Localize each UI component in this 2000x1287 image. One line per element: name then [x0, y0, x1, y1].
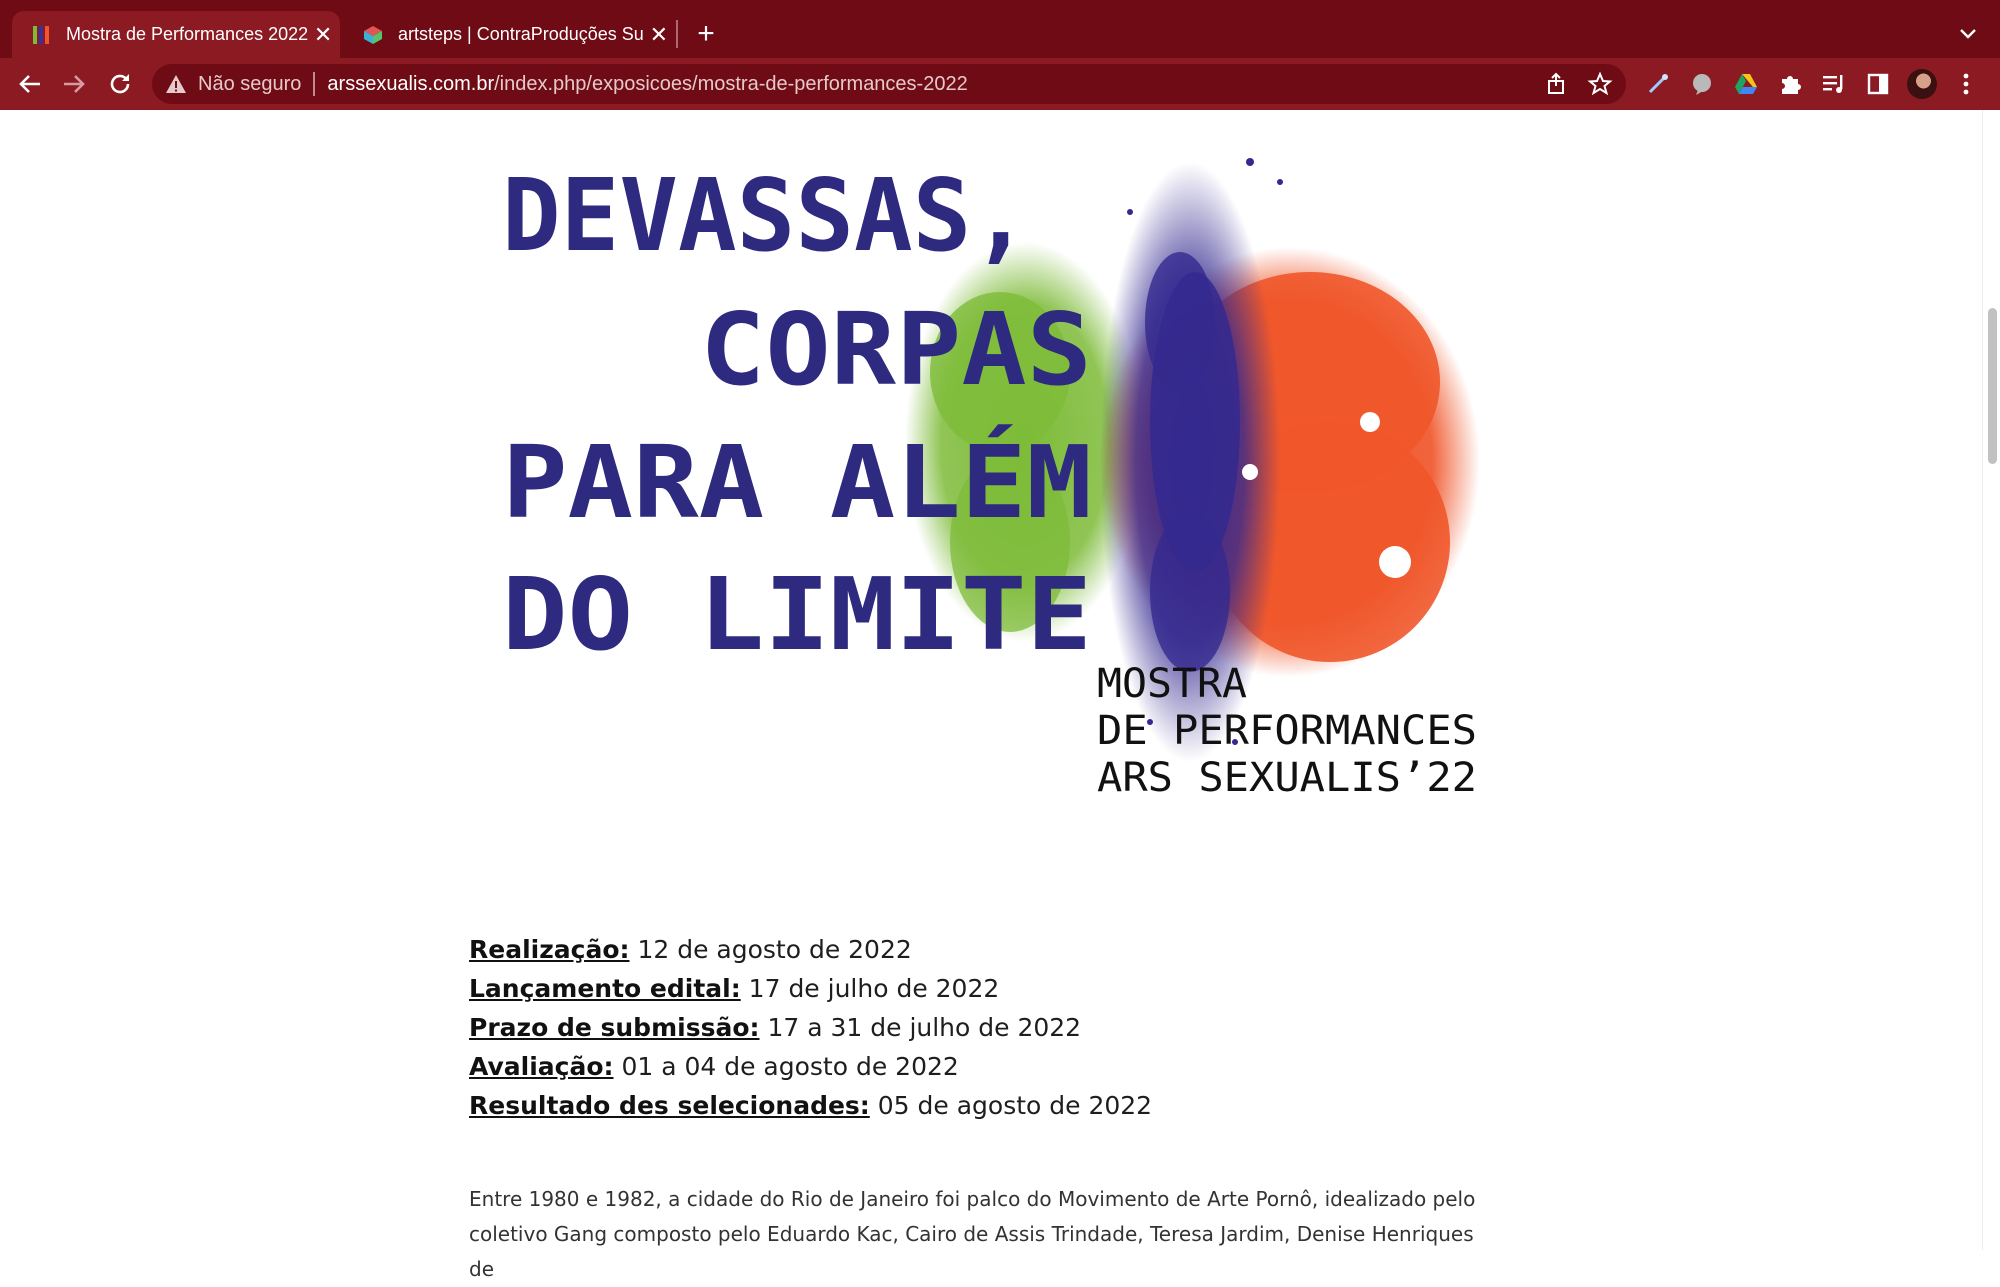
schedule-value: 01 a 04 de agosto de 2022 [613, 1052, 959, 1081]
poster-subtitle [1097, 661, 1477, 801]
share-icon[interactable] [1538, 66, 1574, 102]
page-scrollbar[interactable] [1982, 110, 2000, 1250]
url-host: arssexualis.com.br [327, 72, 495, 95]
schedule-row-resultado [469, 1086, 1469, 1125]
tab-title: artsteps | ContraProduções Su [398, 24, 644, 44]
new-tab-button[interactable]: + [697, 17, 715, 50]
poster-title-line: PARA ALÉM [502, 424, 1092, 541]
avatar [1907, 69, 1937, 99]
extensions-area [1640, 58, 1992, 110]
address-bar[interactable] [152, 64, 1626, 104]
schedule-row-lancamento [469, 969, 1469, 1008]
kebab-menu-icon[interactable] [1948, 66, 1984, 102]
tab-separator [676, 20, 678, 48]
reload-icon[interactable] [102, 66, 138, 102]
extensions-puzzle-icon[interactable] [1772, 66, 1808, 102]
url-path: /index.php/exposicoes/mostra-de-performances-2022 [494, 72, 968, 95]
warning-triangle-icon [164, 72, 188, 96]
paragraph-line: coletivo Gang composto pelo Eduardo Kac, Cairo de Assis Trindade, Teresa Jardim, Denise Henriques de [469, 1222, 1474, 1281]
forward-arrow-icon[interactable] [56, 66, 92, 102]
side-panel-icon[interactable] [1860, 66, 1896, 102]
tab-strip [0, 0, 2000, 58]
artsteps-favicon-icon [362, 24, 384, 46]
back-arrow-icon[interactable] [12, 66, 48, 102]
schedule-label: Prazo de submissão: [469, 1013, 760, 1042]
chat-bubble-extension-icon[interactable] [1684, 66, 1720, 102]
omnibox-divider [313, 72, 315, 96]
profile-avatar[interactable] [1904, 66, 1940, 102]
poster-title-line: DEVASSAS, [502, 157, 1030, 274]
poster-title-line: CORPAS [700, 291, 1092, 408]
schedule-value: 17 de julho de 2022 [740, 974, 1000, 1003]
tab-title: Mostra de Performances 2022 [66, 24, 309, 44]
tab-mostra-performances[interactable] [12, 11, 340, 58]
scrollbar-thumb[interactable] [1988, 308, 1997, 464]
close-tab-icon[interactable]: ✕ [649, 21, 669, 47]
schedule-label: Resultado des selecionades: [469, 1091, 870, 1120]
media-queue-icon[interactable] [1816, 66, 1852, 102]
schedule-value: 17 a 31 de julho de 2022 [759, 1013, 1082, 1042]
schedule-label: Avaliação: [469, 1052, 614, 1081]
schedule-row-avaliacao [469, 1047, 1469, 1086]
schedule-label: Realização: [469, 935, 630, 964]
poster-subtitle-line: ARS SEXUALIS’22 [1097, 755, 1477, 801]
schedule-row-realizacao [469, 930, 1469, 969]
event-poster [490, 122, 1490, 822]
close-tab-icon[interactable]: ✕ [313, 21, 333, 47]
color-picker-extension-icon[interactable] [1640, 66, 1676, 102]
schedule-label: Lançamento edital: [469, 974, 741, 1003]
poster-title-line: DO LIMITE [502, 556, 1092, 673]
page-viewport [0, 110, 1982, 1281]
schedule-row-prazo [469, 1008, 1469, 1047]
security-label[interactable]: Não seguro [198, 72, 302, 95]
bookmark-star-icon[interactable] [1582, 66, 1618, 102]
schedule-list [469, 930, 1469, 1125]
schedule-value: 05 de agosto de 2022 [869, 1091, 1153, 1120]
poster-subtitle-line: DE PERFORMANCES [1097, 708, 1477, 754]
paragraph-line: Entre 1980 e 1982, a cidade do Rio de Janeiro foi palco do Movimento de Arte Pornô, idealizado pelo [469, 1187, 1476, 1211]
tab-search-chevron-icon[interactable] [1950, 16, 1986, 52]
schedule-value: 12 de agosto de 2022 [629, 935, 912, 964]
tab-artsteps[interactable] [344, 11, 674, 58]
site-favicon-icon [30, 24, 52, 46]
intro-paragraph [469, 1182, 1489, 1287]
poster-subtitle-line: MOSTRA [1097, 661, 1247, 707]
google-drive-icon[interactable] [1728, 66, 1764, 102]
